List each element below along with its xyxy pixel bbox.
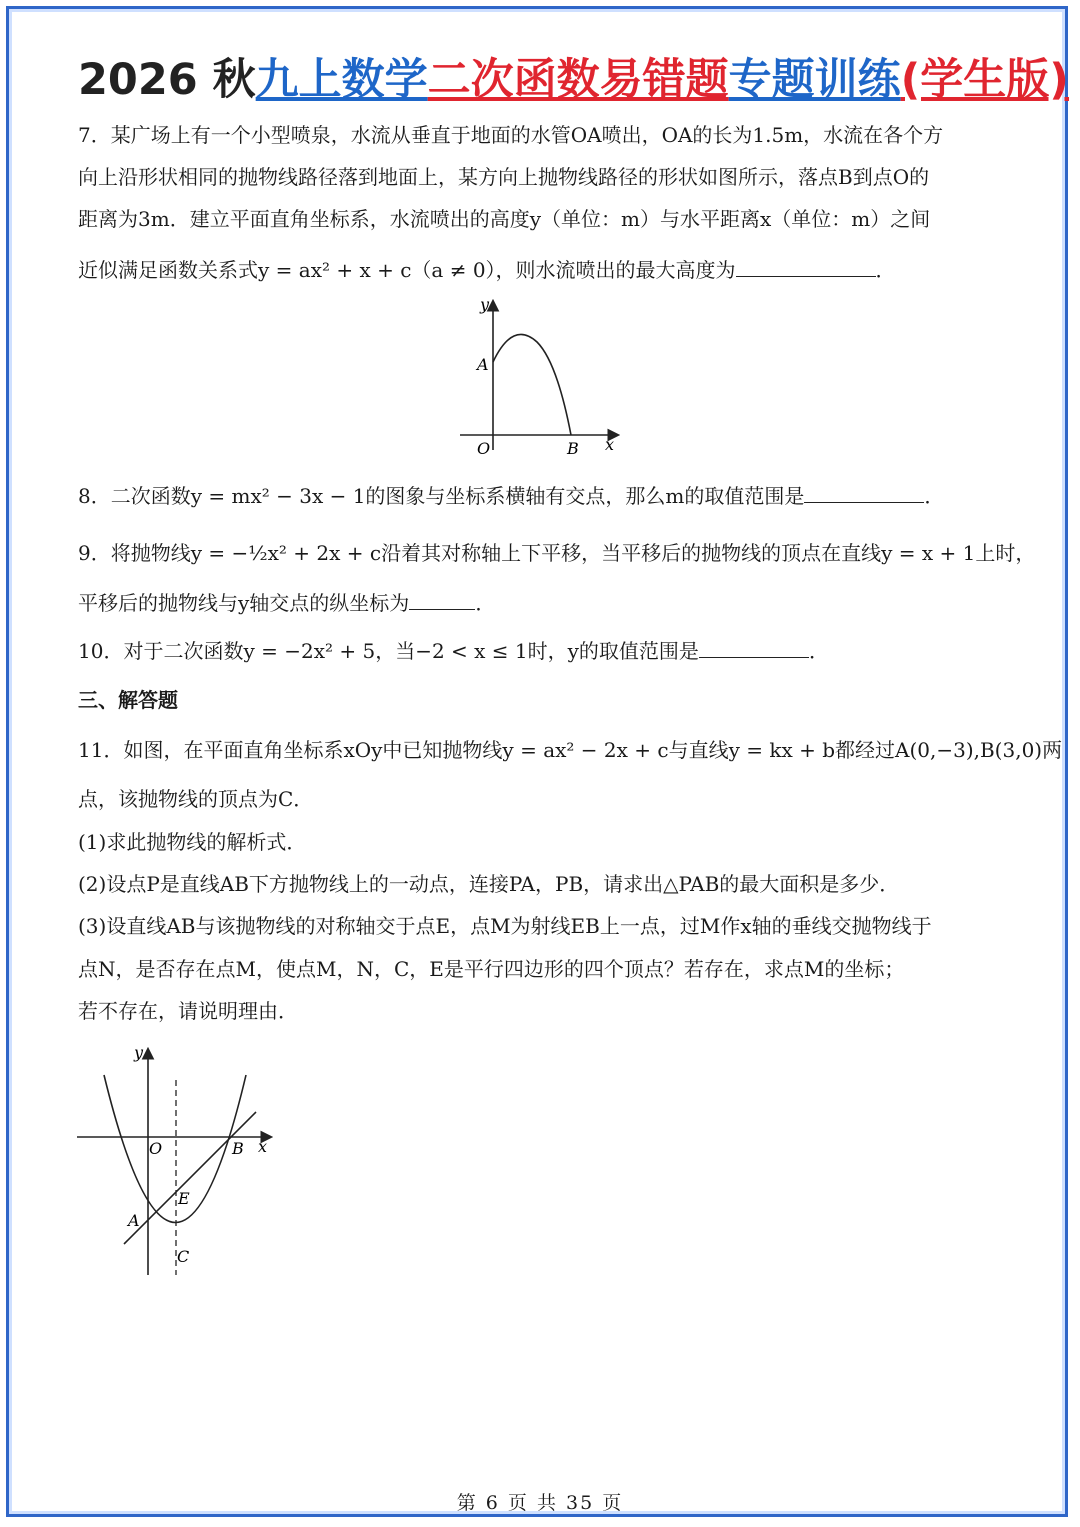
q7-label-A: A <box>477 355 489 374</box>
q11-line-AB <box>124 1112 256 1244</box>
page-title <box>78 48 1069 112</box>
q7-label-y: y <box>480 295 490 314</box>
q9-line2: 平移后的抛物线与y轴交点的纵坐标为 ． <box>78 591 496 615</box>
q8-text: 8．二次函数y = mx² − 3x − 1的图象与坐标系横轴有交点，那么m的取值范围是 <box>78 484 805 508</box>
q11-figure <box>72 1040 282 1280</box>
q11-label-B: B <box>232 1139 244 1158</box>
q11-label-C: C <box>177 1247 190 1266</box>
q7-line2: 向上沿形状相同的抛物线路径落到地面上，某方向上抛物线路径的形状如图所示，落点B到点O的 <box>78 165 930 189</box>
q7-line1: 7．某广场上有一个小型喷泉，水流从垂直于地面的水管OA喷出，OA的长为1.5m，水流在各个方 <box>78 123 944 147</box>
title-year: 2026 秋 <box>78 55 256 105</box>
q7-line4-text: 近似满足函数关系式y = ax² + x + c（a ≠ 0），则水流喷出的最大高度为 <box>78 258 736 282</box>
q7-parabola <box>493 334 571 435</box>
q9-answer-blank <box>409 589 475 610</box>
q11-line2: 点，该抛物线的顶点为C． <box>78 787 314 811</box>
q11-part3-line2: 点N，是否存在点M，使点M，N，C，E是平行四边形的四个顶点？若存在，求点M的坐标； <box>78 957 905 981</box>
q10-line1: 10．对于二次函数y = −2x² + 5，当−2 < x ≤ 1时，y的取值范围是 ． <box>78 639 829 663</box>
q11-label-A: A <box>128 1211 140 1230</box>
q8-answer-blank <box>804 482 924 503</box>
q7-label-O: O <box>477 439 491 458</box>
q7-answer-blank <box>736 256 876 277</box>
q8-line1: 8．二次函数y = mx² − 3x − 1的图象与坐标系横轴有交点，那么m的取值范围是 ． <box>78 484 945 508</box>
q7-line3: 距离为3m．建立平面直角坐标系，水流喷出的高度y（单位：m）与水平距离x（单位：m）之间 <box>78 207 931 231</box>
q7-line4: 近似满足函数关系式y = ax² + x + c（a ≠ 0），则水流喷出的最大高度为 ． <box>78 258 896 282</box>
q10-answer-blank <box>699 637 809 658</box>
page-footer: 第 6 页 共 35 页 <box>456 1492 624 1514</box>
q7-label-B: B <box>567 439 579 458</box>
q7-label-x: x <box>605 435 615 454</box>
q11-part3-line3: 若不存在，请说明理由． <box>78 999 298 1023</box>
q11-line1: 11．如图，在平面直角坐标系xOy中已知抛物线y = ax² − 2x + c与直线y = kx + b都经过A(0,−3),B(3,0)两 <box>78 738 1063 762</box>
q9-line2-text: 平移后的抛物线与y轴交点的纵坐标为 <box>78 591 410 615</box>
q9-line1: 9．将抛物线y = −½x² + 2x + c沿着其对称轴上下平移，当平移后的抛物线的顶点在直线y = x + 1上时， <box>78 541 1036 565</box>
title-topic: 二次函数易错题 <box>427 55 729 105</box>
q11-label-O: O <box>149 1139 163 1158</box>
q11-part2: (2)设点P是直线AB下方抛物线上的一动点，连接PA，PB，请求出△PAB的最大面积是多少． <box>78 872 900 896</box>
q11-label-y: y <box>134 1043 144 1062</box>
q11-part3-line1: (3)设直线AB与该抛物线的对称轴交于点E，点M为射线EB上一点，过M作x轴的垂线交抛物线于 <box>78 914 932 938</box>
q11-parabola <box>104 1075 246 1223</box>
q11-part1: (1)求此抛物线的解析式． <box>78 830 307 854</box>
q11-label-x: x <box>258 1137 268 1156</box>
title-training: 专题训练 <box>728 55 901 105</box>
q7-figure <box>455 290 630 460</box>
title-grade: 九上数学 <box>255 55 428 105</box>
section-heading: 三、解答题 <box>78 688 178 712</box>
q10-text: 10．对于二次函数y = −2x² + 5，当−2 < x ≤ 1时，y的取值范围是 <box>78 639 699 663</box>
q11-label-E: E <box>178 1189 190 1208</box>
title-edition: (学生版) <box>900 55 1069 105</box>
